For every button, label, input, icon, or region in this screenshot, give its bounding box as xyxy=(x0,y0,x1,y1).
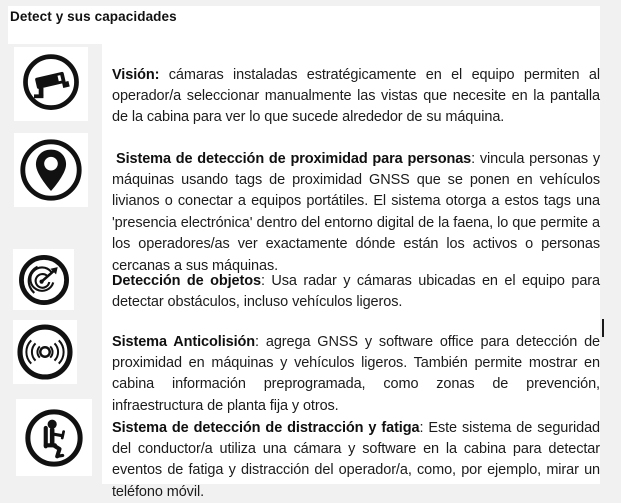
capability-name: Visión: xyxy=(112,67,159,83)
signal-waves-icon xyxy=(13,320,77,384)
capability-name: Sistema de detección de distracción y fatiga xyxy=(112,420,419,436)
capability-paragraph-objects xyxy=(112,271,600,314)
capability-description: : Usa radar y cámaras ubicadas en el equipo para detectar obstáculos, incluso vehículos ligeros. xyxy=(112,273,600,310)
capability-paragraph-vision xyxy=(112,65,600,129)
capability-description: : agrega GNSS y software office para detección de proximidad en máquinas y vehículos ligeros. También permite mostrar en cabina información preprogramada, como zonas de prevención, infraestructura de planta fija y otros. xyxy=(112,334,600,414)
capability-paragraph-anticollision xyxy=(112,332,600,418)
capability-paragraph-fatigue xyxy=(112,418,600,503)
seated-driver-icon xyxy=(16,399,92,476)
radar-icon xyxy=(13,249,74,310)
capability-name: Sistema de detección de proximidad para personas xyxy=(116,151,471,167)
cctv-camera-icon xyxy=(14,47,88,121)
page-title: Detect y sus capacidades xyxy=(10,9,177,24)
capability-description: cámaras instaladas estratégicamente en el equipo permiten al operador/a seleccionar manualmente las vistas que necesite en la pantalla de la cabina para ver lo que sucede alrededor de su máquina. xyxy=(112,67,600,126)
capability-description: : Este sistema de seguridad del conductor/a utiliza una cámara y software en la cabina para detectar eventos de fatiga y distracción del operador/a, como, por ejemplo, mirar un teléfono móvil. xyxy=(112,420,600,500)
text-caret xyxy=(602,319,604,337)
capability-description: : vincula personas y máquinas usando tags de proximidad GNSS que se ponen en vehículos livianos o conectar a equipos portátiles. El sistema otorga a estos tags una 'presencia electrónica' dentro del entorno digital de la faena, lo que permite a los operadores/as ver exactamente dónde están los activos o personas cercanas a sus máquinas. xyxy=(112,151,600,274)
capability-paragraph-proximity xyxy=(112,149,600,277)
location-pin-icon xyxy=(14,133,88,207)
capability-name: Sistema Anticolisión xyxy=(112,334,255,350)
capability-name: Detección de objetos xyxy=(112,273,261,289)
